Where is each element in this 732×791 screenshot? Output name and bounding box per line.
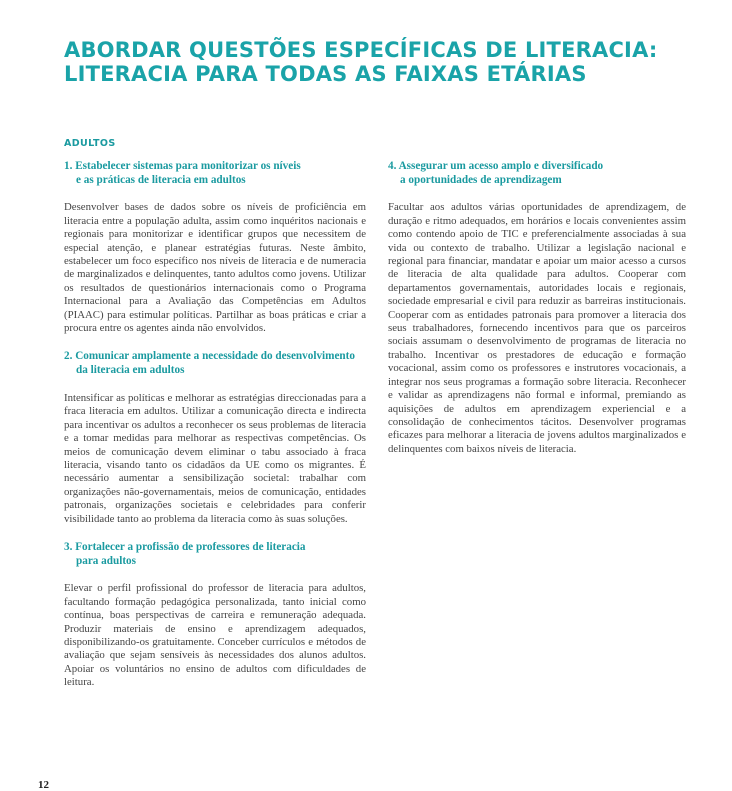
section-body-4: Facultar aos adultos várias oportunidades de aprendizagem, de duração e ritmo adequados, em horários e locais convenientes assim como contendo apoio de TIC e preferencialmente associadas à sua vida ou contexto de trabalho. Utilizar a legislação nacional e regional para financiar, mandatar e apoiar um maior acesso a cursos de literacia de alta qualidade para adultos. Cooperar com departamentos governamentais, autoridades locais e regionais, sociedade empresarial e civil para reduzir as barreiras institucionais. Cooperar com as entidades patronais para promover a literacia dos seus trabalhadores, fornecendo incentivos para que os parceiros sociais assumam o desenvolvimento de programas de literacia no trabalho. Incentivar os prestadores de educação e formação vocacional, assim como os professores e instrutores vocacionais, a integrar nos seus programas a formação sobre literacia. Reconhecer e validar as aprendizagens não formal e informal, premiando as aquisições de adultos em aprendizagem experiencial e a consolidação de conhecimentos tácitos. Desenvolver programas eficazes para melhorar a literacia de jovens adultos marginalizados e delinquentes com baixos níveis de literacia. — [388, 201, 686, 455]
section-body-1: Desenvolver bases de dados sobre os níveis de proficiência em literacia entre a população adulta, assim como inquéritos nacionais e regionais para monitorizar e identificar grupos que necessitem de especial atenção, e planear estratégias futuras. Neste âmbito, estabelecer um foco específico nos níveis de literacia e de numeracia de marginalizados e delinquentes, tanto adultos como jovens. Utilizar os resultados de questionários internacionais como o Programa Internacional para a Avaliação das Competências em Adultos (PIAAC) para estimular políticas. Partilhar as boas práticas e criar a procura entre os agentes ainda não envolvidos. — [64, 201, 366, 335]
section-label: ADULTOS — [64, 138, 116, 149]
section-body-2: Intensificar as políticas e melhorar as estratégias direccionadas para a fraca literacia em adultos. Utilizar a comunicação directa e indirecta para incentivar os adultos a reconhecer os seus problemas de literacia e a tomar medidas para melhorar as respectivas competências. Os meios de comunicação devem eliminar o tabu associado à fraca literacia, visando tanto os cidadãos da UE como os migrantes. É necessário aumentar a sensibilização societal: trabalhar com organizações não-governamentais, meios de comunicação, entidades patronais, organizações societais e celebridades para conferir visibilidade tanto ao problema da literacia como às suas soluções. — [64, 391, 366, 525]
section-heading-1-line-2: e as práticas de literacia em adultos — [76, 173, 246, 186]
section-heading-3-line-1: 3. Fortalecer a profissão de professores de literacia — [64, 540, 306, 553]
page-number: 12 — [38, 779, 49, 791]
section-heading-1 — [64, 160, 366, 187]
page-title-line-2: LITERACIA PARA TODAS AS FAIXAS ETÁRIAS — [64, 62, 587, 86]
page-title-line-1: ABORDAR QUESTÕES ESPECÍFICAS DE LITERACIA: — [64, 38, 658, 62]
section-heading-2-line-2: da literacia em adultos — [76, 364, 185, 377]
left-column — [64, 160, 366, 690]
section-heading-4-line-2: a oportunidades de aprendizagem — [400, 173, 562, 186]
page-title — [64, 38, 684, 86]
section-body-3: Elevar o perfil profissional do professor de literacia para adultos, facultando formação pedagógica personalizada, tanto inicial como contínua, boas perspectivas de carreira e remuneração adequada. Produzir materiais de ensino e aprendizagem adequados, disponibilizando-os gratuitamente. Conceber currículos e métodos de avaliação que sejam sensíveis às necessidades dos alunos adultos. Apoiar os voluntários no ensino de adultos com dificuldades de leitura. — [64, 582, 366, 689]
section-heading-3 — [64, 541, 366, 568]
section-heading-1-line-1: 1. Estabelecer sistemas para monitorizar os níveis — [64, 160, 301, 172]
section-heading-4 — [388, 160, 686, 187]
right-column — [388, 160, 686, 456]
section-heading-4-line-1: 4. Assegurar um acesso amplo e diversificado — [388, 160, 604, 172]
section-heading-2 — [64, 350, 366, 377]
section-heading-3-line-2: para adultos — [76, 554, 136, 567]
section-heading-2-line-1: 2. Comunicar amplamente a necessidade do desenvolvimento — [64, 350, 355, 363]
